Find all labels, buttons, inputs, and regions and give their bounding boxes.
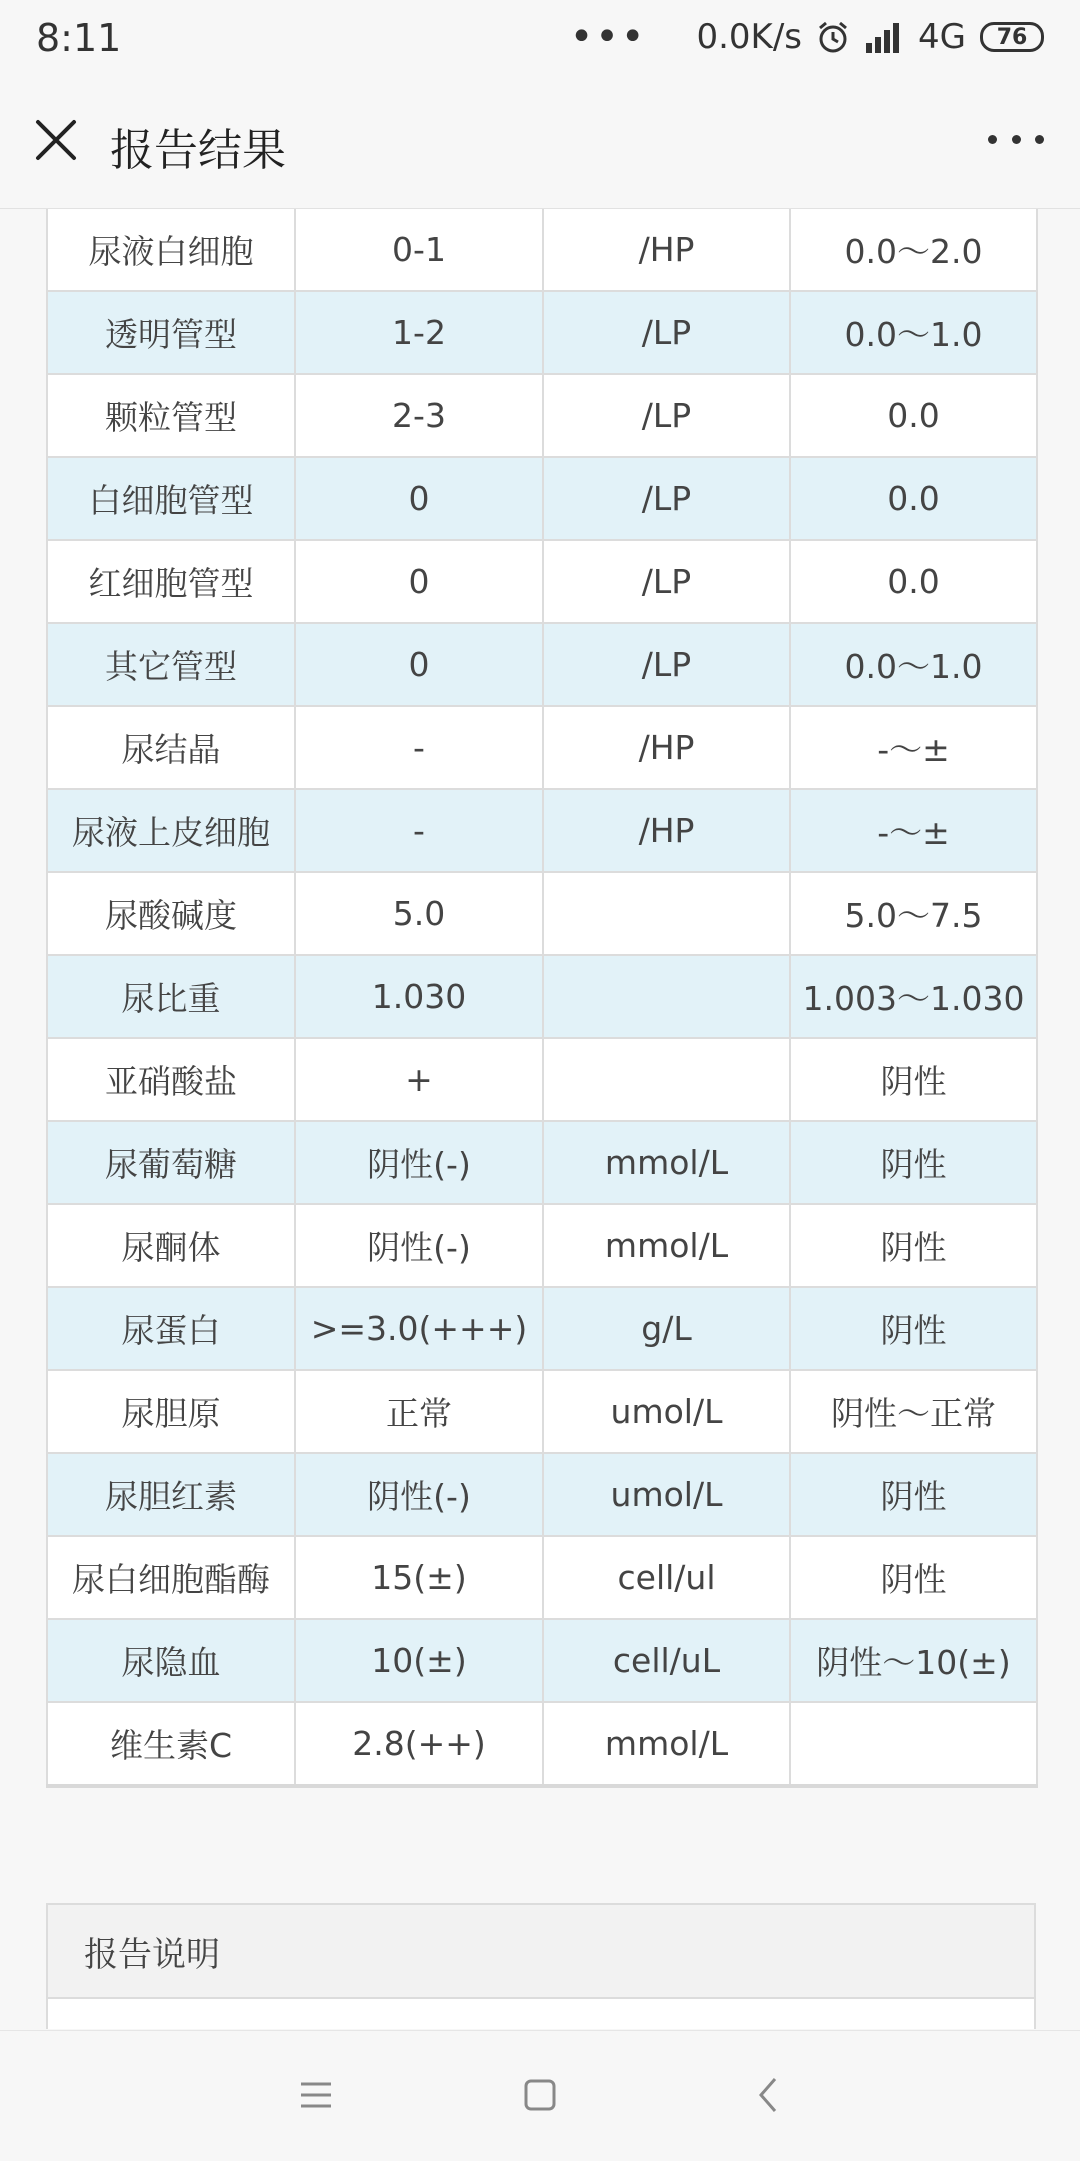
cell-name: 尿蛋白 [47, 1287, 295, 1370]
status-icons [570, 14, 1044, 60]
table-row [47, 540, 1037, 623]
cell-range: 阴性 [790, 1121, 1037, 1204]
cell-name: 尿葡萄糖 [47, 1121, 295, 1204]
table-row [47, 706, 1037, 789]
signal-icon [864, 21, 904, 53]
cell-range: 0.0～1.0 [790, 623, 1037, 706]
cell-range: 0.0～1.0 [790, 291, 1037, 374]
cell-result: 5.0 [295, 872, 543, 955]
table-row [47, 955, 1037, 1038]
cell-unit [543, 1038, 790, 1121]
table-row [47, 1370, 1037, 1453]
report-content[interactable] [0, 209, 1080, 2029]
cell-range: 阴性～正常 [790, 1370, 1037, 1453]
back-button[interactable] [738, 2065, 798, 2125]
alarm-icon [816, 20, 850, 54]
cell-unit: /LP [543, 623, 790, 706]
cell-range: 阴性 [790, 1287, 1037, 1370]
cell-unit: /HP [543, 706, 790, 789]
table-row [47, 1204, 1037, 1287]
cell-range: -～± [790, 789, 1037, 872]
more-dot [988, 135, 997, 144]
cell-range: 1.003～1.030 [790, 955, 1037, 1038]
cell-name: 尿白细胞酯酶 [47, 1536, 295, 1619]
table-row [47, 1453, 1037, 1536]
table-row [47, 1619, 1037, 1702]
cell-unit: mmol/L [543, 1204, 790, 1287]
cell-unit: mmol/L [543, 1702, 790, 1786]
cell-unit: cell/ul [543, 1536, 790, 1619]
cell-result: 正常 [295, 1370, 543, 1453]
close-button[interactable] [32, 116, 80, 164]
cell-name: 尿液上皮细胞 [47, 789, 295, 872]
more-options-button[interactable] [988, 124, 1044, 154]
cell-unit [543, 955, 790, 1038]
status-bar [0, 0, 1080, 80]
cell-range: 阴性 [790, 1038, 1037, 1121]
cell-name: 白细胞管型 [47, 457, 295, 540]
cell-range [790, 1702, 1037, 1786]
table-row [47, 1702, 1037, 1786]
cell-result: 2.8(++) [295, 1702, 543, 1786]
cell-result: 1-2 [295, 291, 543, 374]
cell-range: 阴性 [790, 1453, 1037, 1536]
cell-unit: /LP [543, 374, 790, 457]
cell-range: 0.0 [790, 374, 1037, 457]
cell-range: 阴性 [790, 1536, 1037, 1619]
cell-result: 10(±) [295, 1619, 543, 1702]
cell-range: 阴性～10(±) [790, 1619, 1037, 1702]
table-row [47, 291, 1037, 374]
cell-unit: /HP [543, 209, 790, 291]
cell-range: -～± [790, 706, 1037, 789]
table-row [47, 374, 1037, 457]
network-type: 4G [918, 17, 966, 57]
table-row [47, 1536, 1037, 1619]
cell-unit: cell/uL [543, 1619, 790, 1702]
cell-unit: /LP [543, 291, 790, 374]
cell-name: 尿酮体 [47, 1204, 295, 1287]
page-title: 报告结果 [110, 125, 286, 176]
more-dot [1035, 135, 1044, 144]
more-dot [1012, 135, 1021, 144]
menu-button[interactable] [286, 2065, 346, 2125]
table-row [47, 789, 1037, 872]
cell-name: 亚硝酸盐 [47, 1038, 295, 1121]
cell-result: 2-3 [295, 374, 543, 457]
cell-name: 其它管型 [47, 623, 295, 706]
cell-result: 0 [295, 623, 543, 706]
table-row [47, 1038, 1037, 1121]
cell-name: 尿结晶 [47, 706, 295, 789]
cell-result: 阴性(-) [295, 1204, 543, 1287]
cell-name: 红细胞管型 [47, 540, 295, 623]
table-row [47, 1121, 1037, 1204]
table-row [47, 872, 1037, 955]
cell-name: 尿比重 [47, 955, 295, 1038]
cell-result: 0 [295, 457, 543, 540]
cell-result: 阴性(-) [295, 1453, 543, 1536]
results-table [46, 209, 1038, 1788]
cell-result: >=3.0(+++) [295, 1287, 543, 1370]
table-row [47, 623, 1037, 706]
home-icon [523, 2078, 557, 2112]
cell-unit: umol/L [543, 1453, 790, 1536]
cell-result: - [295, 789, 543, 872]
cell-result: 15(±) [295, 1536, 543, 1619]
home-button[interactable] [510, 2065, 570, 2125]
cell-unit [543, 872, 790, 955]
cell-name: 尿液白细胞 [47, 209, 295, 291]
cell-result: + [295, 1038, 543, 1121]
cell-name: 尿隐血 [47, 1619, 295, 1702]
more-notifications-icon: ••• [569, 14, 647, 60]
cell-range: 0.0 [790, 457, 1037, 540]
network-speed: 0.0K/s [696, 17, 803, 57]
cell-result: 0 [295, 540, 543, 623]
cell-unit: mmol/L [543, 1121, 790, 1204]
cell-name: 透明管型 [47, 291, 295, 374]
cell-unit: umol/L [543, 1370, 790, 1453]
cell-result: - [295, 706, 543, 789]
cell-range: 5.0～7.5 [790, 872, 1037, 955]
report-notes-card [46, 1903, 1036, 2029]
cell-result: 0-1 [295, 209, 543, 291]
cell-name: 维生素C [47, 1702, 295, 1786]
cell-result: 1.030 [295, 955, 543, 1038]
system-nav-bar [0, 2030, 1080, 2161]
cell-result: 阴性(-) [295, 1121, 543, 1204]
cell-name: 尿酸碱度 [47, 872, 295, 955]
table-row [47, 209, 1037, 291]
battery-icon [980, 22, 1044, 52]
cell-name: 颗粒管型 [47, 374, 295, 457]
cell-range: 阴性 [790, 1204, 1037, 1287]
cell-unit: g/L [543, 1287, 790, 1370]
cell-name: 尿胆红素 [47, 1453, 295, 1536]
back-icon [753, 2075, 783, 2115]
cell-unit: /LP [543, 457, 790, 540]
close-icon [32, 116, 80, 164]
menu-icon [299, 2080, 333, 2110]
battery-level: 76 [996, 24, 1028, 50]
status-time: 8:11 [36, 16, 122, 60]
table-row [47, 1287, 1037, 1370]
title-bar [0, 80, 1080, 209]
table-row [47, 457, 1037, 540]
report-notes-header: 报告说明 [48, 1905, 1034, 1999]
cell-unit: /LP [543, 540, 790, 623]
cell-unit: /HP [543, 789, 790, 872]
cell-name: 尿胆原 [47, 1370, 295, 1453]
cell-range: 0.0～2.0 [790, 209, 1037, 291]
cell-range: 0.0 [790, 540, 1037, 623]
